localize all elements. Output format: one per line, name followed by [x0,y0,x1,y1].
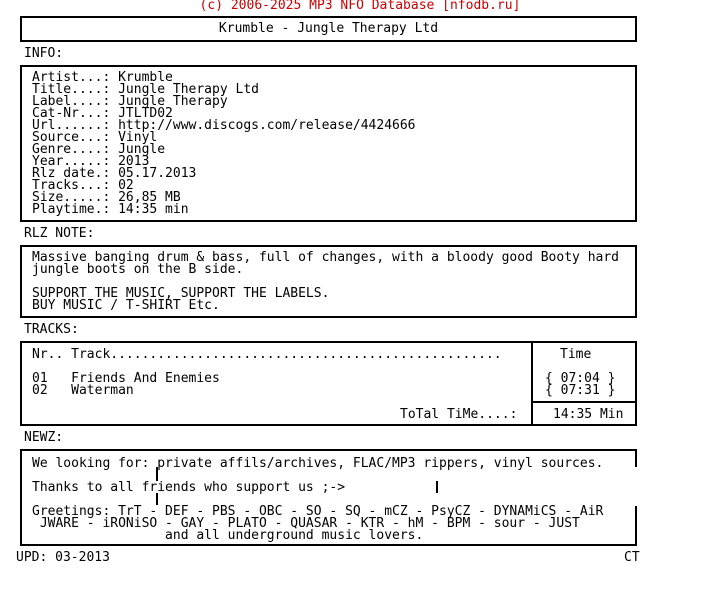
text-line: Rlz date.: 05.17.2013 [32,166,197,181]
rlz-note-text [32,252,619,312]
section-label-newz: NEWZ: [24,430,64,445]
rlz-note-box [20,245,637,318]
newz-right-border-top [635,451,637,467]
footer-update: UPD: 03-2013 [16,550,110,565]
text-line: SUPPORT THE MUSIC, SUPPORT THE LABELS. [32,286,330,301]
text-line: Massive banging drum & bass, full of changes, with a bloody good Booty hard [32,250,619,265]
track-row: 02 Waterman [32,383,134,398]
site-header: (c) 2006-2025 MP3 NFO Database [nfodb.ru] [199,0,521,13]
text-line: JWARE - iRONiSO - GAY - PLATO - QUASAR - KTR - hM - BPM - sour - JUST [32,516,580,531]
text-line: Greetings: TrT - DEF - PBS - OBC - SO - SQ - mCZ - PsyCZ - DYNAMiCS - AiR [32,504,604,519]
tracks-header-track: Nr.. Track.................................................. [32,347,502,362]
tracks-header-time: Time [560,347,592,362]
track-time: { 07:31 } [545,383,616,398]
text-line: Cat-Nr...: JTLTD02 [32,106,173,121]
text-line: Year.....: 2013 [32,154,150,169]
footer-ct: CT [624,550,640,565]
text-line: Source...: Vinyl [32,130,158,145]
text-line: jungle boots on the B side. [32,262,244,277]
info-box [20,65,637,222]
newz-right-border-bottom [635,506,637,544]
text-line: Artist...: Krumble [32,70,173,85]
total-time-value: 14:35 Min [553,407,624,422]
text-line: Label....: Jungle Therapy [32,94,228,109]
text-line: BUY MUSIC / T-SHIRT Etc. [32,298,220,313]
tracks-total-divider [533,401,635,403]
text-line: and all underground music lovers. [32,528,424,543]
tracks-box [20,341,637,426]
text-line: Playtime.: 14:35 min [32,202,189,217]
track-row: 01 Friends And Enemies [32,371,220,386]
text-line: Size.....: 26,85 MB [32,190,181,205]
section-label-info: INFO: [24,46,64,61]
text-line: Genre....: Jungle [32,142,166,157]
track-time: { 07:04 } [545,371,616,386]
text-line: Thanks to all friends who support us ;-> [32,480,346,495]
total-time-label: ToTal TiMe....: [400,407,518,422]
release-title: Krumble - Jungle Therapy Ltd [20,16,637,42]
section-label-tracks: TRACKS: [24,322,79,337]
text-line: Url......: http://www.discogs.com/release/4424666 [32,118,416,133]
text-line: We looking for: private affils/archives, FLAC/MP3 rippers, vinyl sources. [32,456,604,471]
section-label-rlz-note: RLZ NOTE: [24,226,95,241]
newz-text [32,458,603,542]
text-line: Title....: Jungle Therapy Ltd [32,82,259,97]
text-line: Tracks...: 02 [32,178,134,193]
info-list [32,72,416,216]
newz-box [20,449,637,546]
tracks-column-divider [531,343,533,424]
